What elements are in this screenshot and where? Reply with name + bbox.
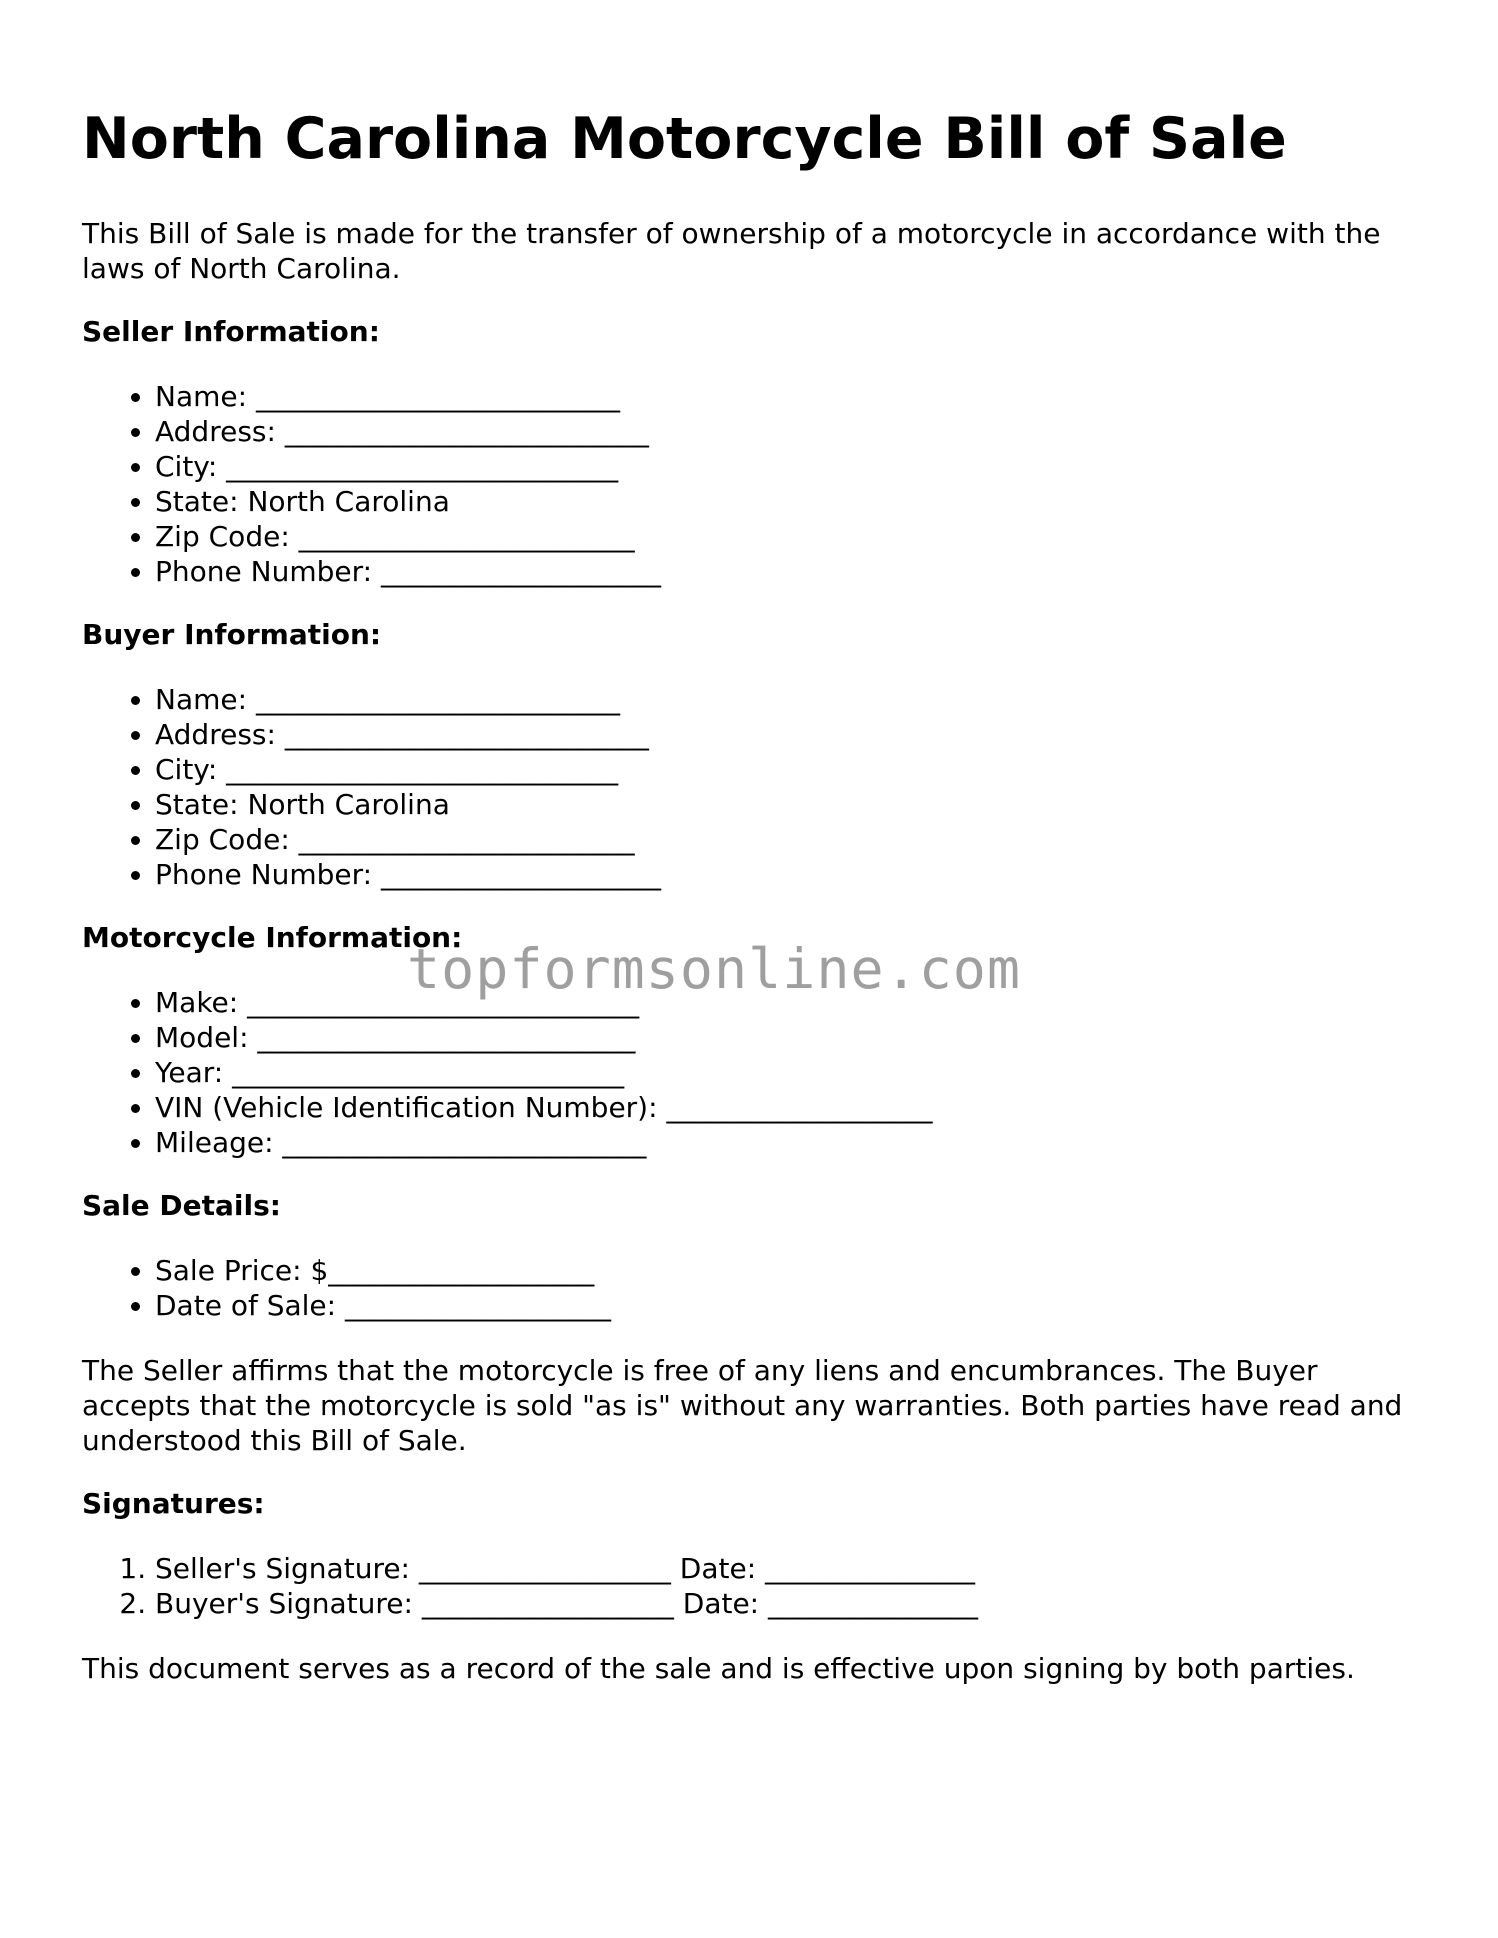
motorcycle-year-field: • Year: ____________________________ bbox=[155, 1055, 932, 1090]
buyer-city-field: • City: ____________________________ bbox=[155, 752, 661, 787]
watermark: topformsonline.com bbox=[407, 937, 1022, 1001]
seller-name-field: • Name: __________________________ bbox=[155, 379, 661, 414]
seller-address-field: • Address: __________________________ bbox=[155, 414, 661, 449]
motorcycle-fields bbox=[82, 985, 932, 1160]
seller-fields bbox=[82, 379, 661, 589]
sale-date-field: • Date of Sale: ___________________ bbox=[155, 1288, 611, 1323]
buyer-address-field: • Address: __________________________ bbox=[155, 717, 661, 752]
motorcycle-heading: Motorcycle Information: bbox=[82, 921, 463, 954]
seller-phone-field: • Phone Number: ____________________ bbox=[155, 554, 661, 589]
sale-heading: Sale Details: bbox=[82, 1189, 281, 1222]
buyer-zip-field: • Zip Code: ________________________ bbox=[155, 822, 661, 857]
motorcycle-vin-field: • VIN (Vehicle Identification Number): ___________________ bbox=[155, 1090, 932, 1125]
seller-heading: Seller Information: bbox=[82, 315, 380, 348]
buyer-phone-field: • Phone Number: ____________________ bbox=[155, 857, 661, 892]
buyer-heading: Buyer Information: bbox=[82, 618, 382, 651]
seller-zip-field: • Zip Code: ________________________ bbox=[155, 519, 661, 554]
buyer-signature-line: 2. Buyer's Signature: __________________ Date: _______________ bbox=[155, 1586, 978, 1621]
sale-price-field: • Sale Price: $___________________ bbox=[155, 1253, 611, 1288]
signatures-heading: Signatures: bbox=[82, 1487, 265, 1520]
sale-fields bbox=[82, 1253, 611, 1323]
motorcycle-model-field: • Model: ___________________________ bbox=[155, 1020, 932, 1055]
buyer-fields bbox=[82, 682, 661, 892]
signature-fields bbox=[82, 1551, 978, 1621]
page-title: North Carolina Motorcycle Bill of Sale bbox=[82, 106, 1287, 172]
motorcycle-mileage-field: • Mileage: __________________________ bbox=[155, 1125, 932, 1160]
buyer-name-field: • Name: __________________________ bbox=[155, 682, 661, 717]
closing-paragraph: This document serves as a record of the sale and is effective upon signing by both parties. bbox=[82, 1652, 1355, 1685]
seller-signature-line: 1. Seller's Signature: __________________ Date: _______________ bbox=[155, 1551, 978, 1586]
intro-paragraph: This Bill of Sale is made for the transfer of ownership of a motorcycle in accordance with the laws of North Carolina. bbox=[82, 217, 1381, 285]
buyer-state-field: • State: North Carolina bbox=[155, 787, 661, 822]
seller-city-field: • City: ____________________________ bbox=[155, 449, 661, 484]
motorcycle-make-field: • Make: ____________________________ bbox=[155, 985, 932, 1020]
seller-state-field: • State: North Carolina bbox=[155, 484, 661, 519]
affirmation-paragraph: The Seller affirms that the motorcycle is free of any liens and encumbrances. The Buyer accepts that the motorcycle is sold "as is" without any warranties. Both parties have read and understood this Bill of Sale. bbox=[82, 1354, 1403, 1457]
